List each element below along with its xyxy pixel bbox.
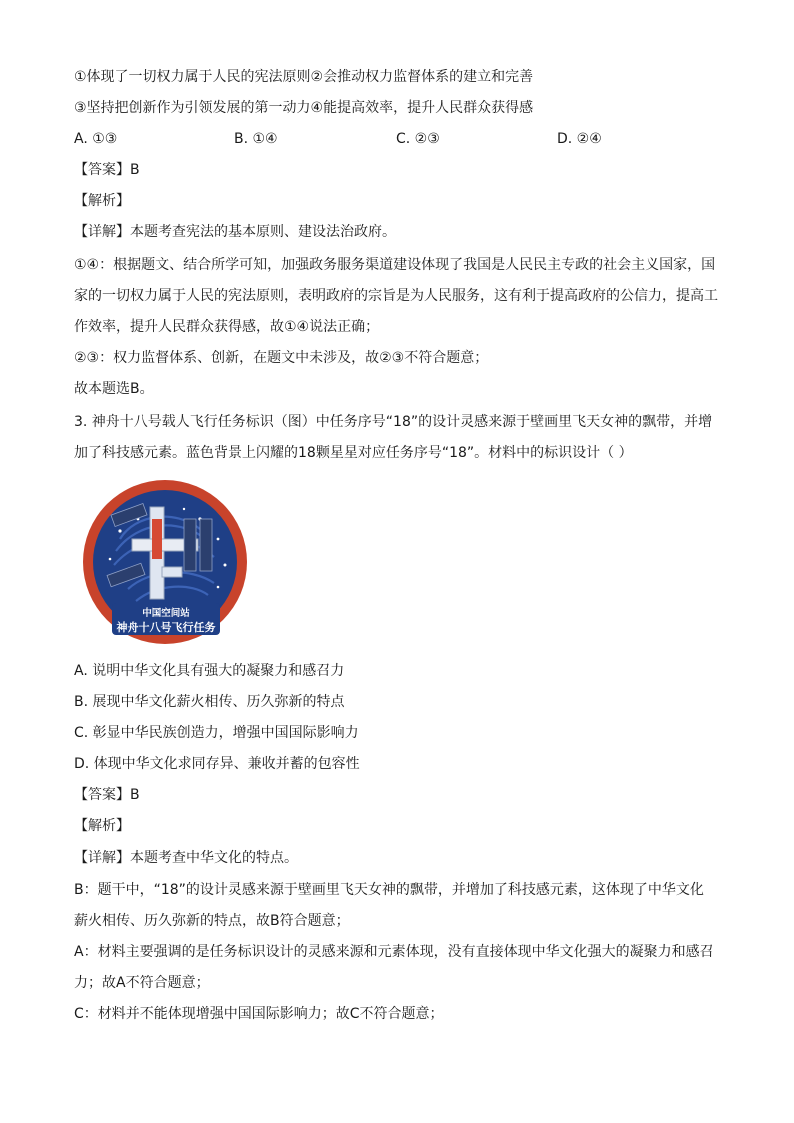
q2-option-b: B. ①④ bbox=[234, 131, 278, 147]
q2-explanation-2: ②③：权力监督体系、创新，在题文中未涉及，故②③不符合题意； bbox=[74, 350, 489, 366]
q2-analysis-heading: 【解析】 bbox=[74, 193, 130, 209]
q3-option-a: A. 说明中华文化具有强大的凝聚力和感召力 bbox=[74, 663, 345, 679]
q3-stem-1: 3. 神舟十八号载人飞行任务标识（图）中任务序号“18”的设计灵感来源于壁画里飞天女神的飘带，并增 bbox=[74, 414, 713, 430]
q3-analysis-heading: 【解析】 bbox=[74, 818, 130, 834]
q2-answer: 【答案】B bbox=[74, 162, 140, 178]
q3-explanation-b-1: B：题干中，“18”的设计灵感来源于壁画里飞天女神的飘带，并增加了科技感元素，这体现了中华文化 bbox=[74, 882, 704, 898]
q2-option-a: A. ①③ bbox=[74, 131, 118, 147]
q2-explanation-1c: 作效率，提升人民群众获得感，故①④说法正确； bbox=[74, 319, 380, 335]
q2-detail: 【详解】本题考查宪法的基本原则、建设法治政府。 bbox=[74, 224, 396, 240]
q3-option-c: C. 彰显中华民族创造力，增强中国国际影响力 bbox=[74, 725, 359, 741]
q3-stem-2: 加了科技感元素。蓝色背景上闪耀的18颗星星对应任务序号“18”。材料中的标识设计（ ） bbox=[74, 445, 633, 461]
q3-answer: 【答案】B bbox=[74, 787, 140, 803]
emblem-text-top: 中国空间站 bbox=[142, 608, 190, 619]
q2-explanation-1a: ①④：根据题文、结合所学可知，加强政务服务渠道建设体现了我国是人民民主专政的社会主义国家，国 bbox=[74, 257, 716, 273]
q3-explanation-a-1: A：材料主要强调的是任务标识设计的灵感来源和元素体现，没有直接体现中华文化强大的凝聚力和感召 bbox=[74, 944, 714, 960]
q2-choice-line-2: ③坚持把创新作为引领发展的第一动力④能提高效率，提升人民群众获得感 bbox=[74, 100, 534, 116]
q2-conclusion: 故本题选B。 bbox=[74, 381, 154, 397]
q3-detail: 【详解】本题考查中华文化的特点。 bbox=[74, 850, 298, 866]
q2-option-d: D. ②④ bbox=[557, 131, 602, 147]
q3-explanation-a-2: 力；故A不符合题意； bbox=[74, 975, 210, 991]
q3-explanation-b-2: 薪火相传、历久弥新的特点，故B符合题意； bbox=[74, 913, 350, 929]
emblem-text-bottom: 神舟十八号飞行任务 bbox=[116, 621, 216, 634]
q2-option-c: C. ②③ bbox=[396, 131, 440, 147]
q2-explanation-1b: 家的一切权力属于人民的宪法原则，表明政府的宗旨是为人民服务，这有利于提高政府的公信力，提高工 bbox=[74, 288, 718, 304]
q3-explanation-c: C：材料并不能体现增强中国国际影响力；故C不符合题意； bbox=[74, 1006, 444, 1022]
q3-option-b: B. 展现中华文化薪火相传、历久弥新的特点 bbox=[74, 694, 345, 710]
q2-choice-line-1: ①体现了一切权力属于人民的宪法原则②会推动权力监督体系的建立和完善 bbox=[74, 69, 534, 85]
q3-option-d: D. 体现中华文化求同存异、兼收并蓄的包容性 bbox=[74, 756, 360, 772]
mission-emblem-image bbox=[80, 479, 250, 645]
